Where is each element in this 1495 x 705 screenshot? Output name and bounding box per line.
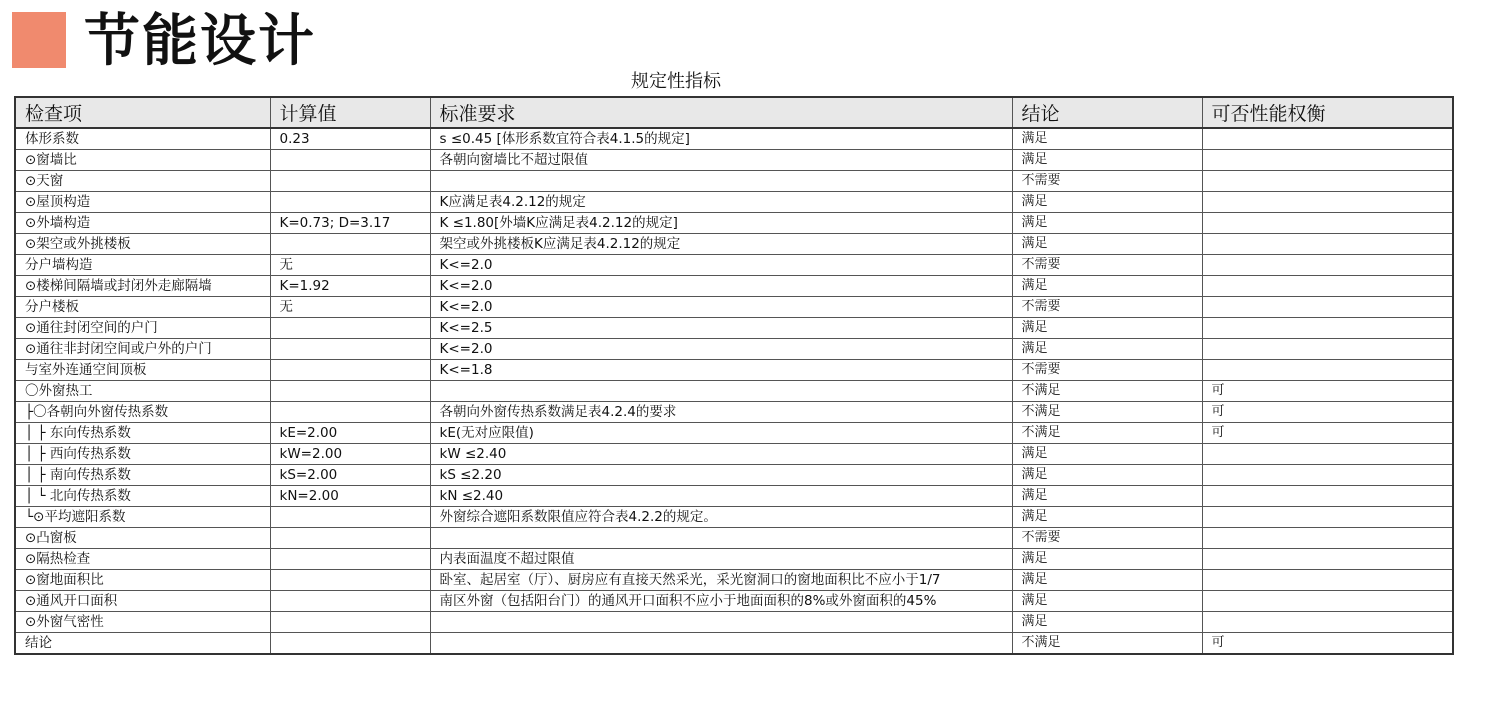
cell-standard-requirement: [430, 528, 1012, 549]
table-row: [15, 528, 1453, 549]
table-row: [15, 381, 1453, 402]
cell-standard-requirement: 各朝向外窗传热系数满足表4.2.4的要求: [430, 402, 1012, 423]
cell-calculated-value: [270, 591, 430, 612]
cell-tradeoff-possible: [1202, 171, 1453, 192]
cell-conclusion: 满足: [1012, 612, 1202, 633]
cell-calculated-value: K=0.73; D=3.17: [270, 213, 430, 234]
table-row: [15, 465, 1453, 486]
table-caption: 规定性指标: [631, 71, 721, 92]
cell-standard-requirement: kW ≤2.40: [430, 444, 1012, 465]
cell-tradeoff-possible: [1202, 591, 1453, 612]
cell-standard-requirement: K ≤1.80[外墙K应满足表4.2.12的规定]: [430, 213, 1012, 234]
cell-check-item: ⊙凸窗板: [15, 528, 270, 549]
cell-tradeoff-possible: [1202, 128, 1453, 150]
cell-conclusion: 不需要: [1012, 528, 1202, 549]
cell-tradeoff-possible: [1202, 297, 1453, 318]
table-row: [15, 276, 1453, 297]
table-row: [15, 402, 1453, 423]
cell-check-item: ├〇各朝向外窗传热系数: [15, 402, 270, 423]
cell-calculated-value: [270, 150, 430, 171]
cell-conclusion: 不满足: [1012, 633, 1202, 655]
cell-standard-requirement: K<=2.0: [430, 297, 1012, 318]
table-row: [15, 486, 1453, 507]
cell-check-item: 〇外窗热工: [15, 381, 270, 402]
header-calculated-value: 计算值: [270, 97, 430, 128]
cell-check-item: │ └ 北向传热系数: [15, 486, 270, 507]
header-tradeoff-possible: 可否性能权衡: [1202, 97, 1453, 128]
cell-calculated-value: [270, 612, 430, 633]
cell-calculated-value: [270, 234, 430, 255]
cell-conclusion: 不需要: [1012, 171, 1202, 192]
cell-standard-requirement: 卧室、起居室（厅）、厨房应有直接天然采光，采光窗洞口的窗地面积比不应小于1/7: [430, 570, 1012, 591]
cell-tradeoff-possible: [1202, 234, 1453, 255]
cell-tradeoff-possible: [1202, 318, 1453, 339]
table-row: [15, 423, 1453, 444]
cell-check-item: │ ├ 东向传热系数: [15, 423, 270, 444]
cell-check-item: ⊙屋顶构造: [15, 192, 270, 213]
cell-standard-requirement: 内表面温度不超过限值: [430, 549, 1012, 570]
table-row: [15, 255, 1453, 276]
cell-conclusion: 满足: [1012, 213, 1202, 234]
table-row: [15, 507, 1453, 528]
cell-check-item: 分户楼板: [15, 297, 270, 318]
cell-standard-requirement: kS ≤2.20: [430, 465, 1012, 486]
cell-check-item: ⊙隔热检查: [15, 549, 270, 570]
cell-tradeoff-possible: [1202, 255, 1453, 276]
cell-calculated-value: 无: [270, 255, 430, 276]
cell-tradeoff-possible: [1202, 570, 1453, 591]
cell-check-item: ⊙通往封闭空间的户门: [15, 318, 270, 339]
table-row: [15, 549, 1453, 570]
page-title: 节能设计: [84, 9, 316, 74]
cell-conclusion: 不满足: [1012, 402, 1202, 423]
cell-check-item: │ ├ 南向传热系数: [15, 465, 270, 486]
cell-calculated-value: [270, 570, 430, 591]
cell-calculated-value: [270, 339, 430, 360]
cell-tradeoff-possible: [1202, 549, 1453, 570]
cell-conclusion: 满足: [1012, 150, 1202, 171]
cell-standard-requirement: 各朝向窗墙比不超过限值: [430, 150, 1012, 171]
cell-tradeoff-possible: [1202, 192, 1453, 213]
cell-conclusion: 满足: [1012, 486, 1202, 507]
cell-tradeoff-possible: [1202, 150, 1453, 171]
cell-tradeoff-possible: 可: [1202, 633, 1453, 655]
cell-check-item: 体形系数: [15, 128, 270, 150]
cell-conclusion: 满足: [1012, 465, 1202, 486]
table-row: [15, 234, 1453, 255]
table-row: [15, 444, 1453, 465]
cell-calculated-value: [270, 381, 430, 402]
cell-conclusion: 满足: [1012, 507, 1202, 528]
cell-calculated-value: [270, 549, 430, 570]
cell-standard-requirement: [430, 633, 1012, 655]
cell-standard-requirement: K应满足表4.2.12的规定: [430, 192, 1012, 213]
cell-standard-requirement: [430, 381, 1012, 402]
table-row: [15, 570, 1453, 591]
cell-tradeoff-possible: [1202, 507, 1453, 528]
cell-conclusion: 满足: [1012, 591, 1202, 612]
cell-conclusion: 不需要: [1012, 255, 1202, 276]
cell-calculated-value: 0.23: [270, 128, 430, 150]
cell-conclusion: 不满足: [1012, 381, 1202, 402]
cell-calculated-value: [270, 360, 430, 381]
cell-standard-requirement: 外窗综合遮阳系数限值应符合表4.2.2的规定。: [430, 507, 1012, 528]
cell-conclusion: 满足: [1012, 192, 1202, 213]
cell-standard-requirement: [430, 171, 1012, 192]
cell-calculated-value: kW=2.00: [270, 444, 430, 465]
table-row: [15, 192, 1453, 213]
cell-standard-requirement: 架空或外挑楼板K应满足表4.2.12的规定: [430, 234, 1012, 255]
table-row: [15, 360, 1453, 381]
cell-standard-requirement: kE(无对应限值): [430, 423, 1012, 444]
cell-calculated-value: [270, 402, 430, 423]
cell-tradeoff-possible: 可: [1202, 402, 1453, 423]
cell-check-item: │ ├ 西向传热系数: [15, 444, 270, 465]
cell-tradeoff-possible: [1202, 276, 1453, 297]
cell-calculated-value: [270, 192, 430, 213]
cell-check-item: ⊙天窗: [15, 171, 270, 192]
cell-calculated-value: 无: [270, 297, 430, 318]
cell-tradeoff-possible: [1202, 612, 1453, 633]
cell-check-item: ⊙通往非封闭空间或户外的户门: [15, 339, 270, 360]
cell-standard-requirement: K<=2.5: [430, 318, 1012, 339]
table-row: [15, 318, 1453, 339]
cell-check-item: └⊙平均遮阳系数: [15, 507, 270, 528]
cell-conclusion: 满足: [1012, 570, 1202, 591]
cell-check-item: ⊙楼梯间隔墙或封闭外走廊隔墙: [15, 276, 270, 297]
cell-calculated-value: K=1.92: [270, 276, 430, 297]
cell-check-item: ⊙外墙构造: [15, 213, 270, 234]
table-header-row: [15, 97, 1453, 128]
cell-standard-requirement: 南区外窗（包括阳台门）的通风开口面积不应小于地面面积的8%或外窗面积的45%: [430, 591, 1012, 612]
cell-standard-requirement: K<=2.0: [430, 255, 1012, 276]
table-row: [15, 339, 1453, 360]
cell-tradeoff-possible: [1202, 486, 1453, 507]
cell-check-item: ⊙外窗气密性: [15, 612, 270, 633]
cell-tradeoff-possible: 可: [1202, 423, 1453, 444]
table-row: [15, 633, 1453, 655]
cell-calculated-value: kS=2.00: [270, 465, 430, 486]
title-accent-square: [12, 12, 66, 68]
header-check-item: 检查项: [15, 97, 270, 128]
cell-standard-requirement: K<=2.0: [430, 276, 1012, 297]
cell-tradeoff-possible: [1202, 444, 1453, 465]
cell-standard-requirement: K<=2.0: [430, 339, 1012, 360]
cell-check-item: ⊙窗墙比: [15, 150, 270, 171]
cell-standard-requirement: [430, 612, 1012, 633]
cell-conclusion: 满足: [1012, 234, 1202, 255]
cell-tradeoff-possible: [1202, 528, 1453, 549]
header-conclusion: 结论: [1012, 97, 1202, 128]
cell-conclusion: 满足: [1012, 339, 1202, 360]
prescriptive-index-table: [14, 96, 1454, 655]
cell-tradeoff-possible: 可: [1202, 381, 1453, 402]
cell-calculated-value: kN=2.00: [270, 486, 430, 507]
table-row: [15, 150, 1453, 171]
cell-conclusion: 不需要: [1012, 297, 1202, 318]
cell-tradeoff-possible: [1202, 360, 1453, 381]
cell-conclusion: 不需要: [1012, 360, 1202, 381]
cell-calculated-value: [270, 633, 430, 655]
cell-tradeoff-possible: [1202, 339, 1453, 360]
cell-check-item: ⊙窗地面积比: [15, 570, 270, 591]
table-row: [15, 591, 1453, 612]
table-row: [15, 128, 1453, 150]
cell-calculated-value: kE=2.00: [270, 423, 430, 444]
cell-conclusion: 满足: [1012, 549, 1202, 570]
table-row: [15, 297, 1453, 318]
cell-standard-requirement: s ≤0.45 [体形系数宜符合表4.1.5的规定]: [430, 128, 1012, 150]
cell-standard-requirement: kN ≤2.40: [430, 486, 1012, 507]
cell-conclusion: 满足: [1012, 128, 1202, 150]
cell-conclusion: 满足: [1012, 444, 1202, 465]
cell-calculated-value: [270, 318, 430, 339]
cell-check-item: 与室外连通空间顶板: [15, 360, 270, 381]
cell-calculated-value: [270, 171, 430, 192]
cell-conclusion: 满足: [1012, 318, 1202, 339]
cell-calculated-value: [270, 528, 430, 549]
header-standard-requirement: 标准要求: [430, 97, 1012, 128]
cell-check-item: ⊙架空或外挑楼板: [15, 234, 270, 255]
cell-conclusion: 满足: [1012, 276, 1202, 297]
cell-check-item: 分户墙构造: [15, 255, 270, 276]
table-row: [15, 213, 1453, 234]
cell-conclusion: 不满足: [1012, 423, 1202, 444]
table-row: [15, 612, 1453, 633]
cell-calculated-value: [270, 507, 430, 528]
cell-standard-requirement: K<=1.8: [430, 360, 1012, 381]
cell-tradeoff-possible: [1202, 465, 1453, 486]
cell-check-item: ⊙通风开口面积: [15, 591, 270, 612]
cell-check-item: 结论: [15, 633, 270, 655]
cell-tradeoff-possible: [1202, 213, 1453, 234]
table-row: [15, 171, 1453, 192]
